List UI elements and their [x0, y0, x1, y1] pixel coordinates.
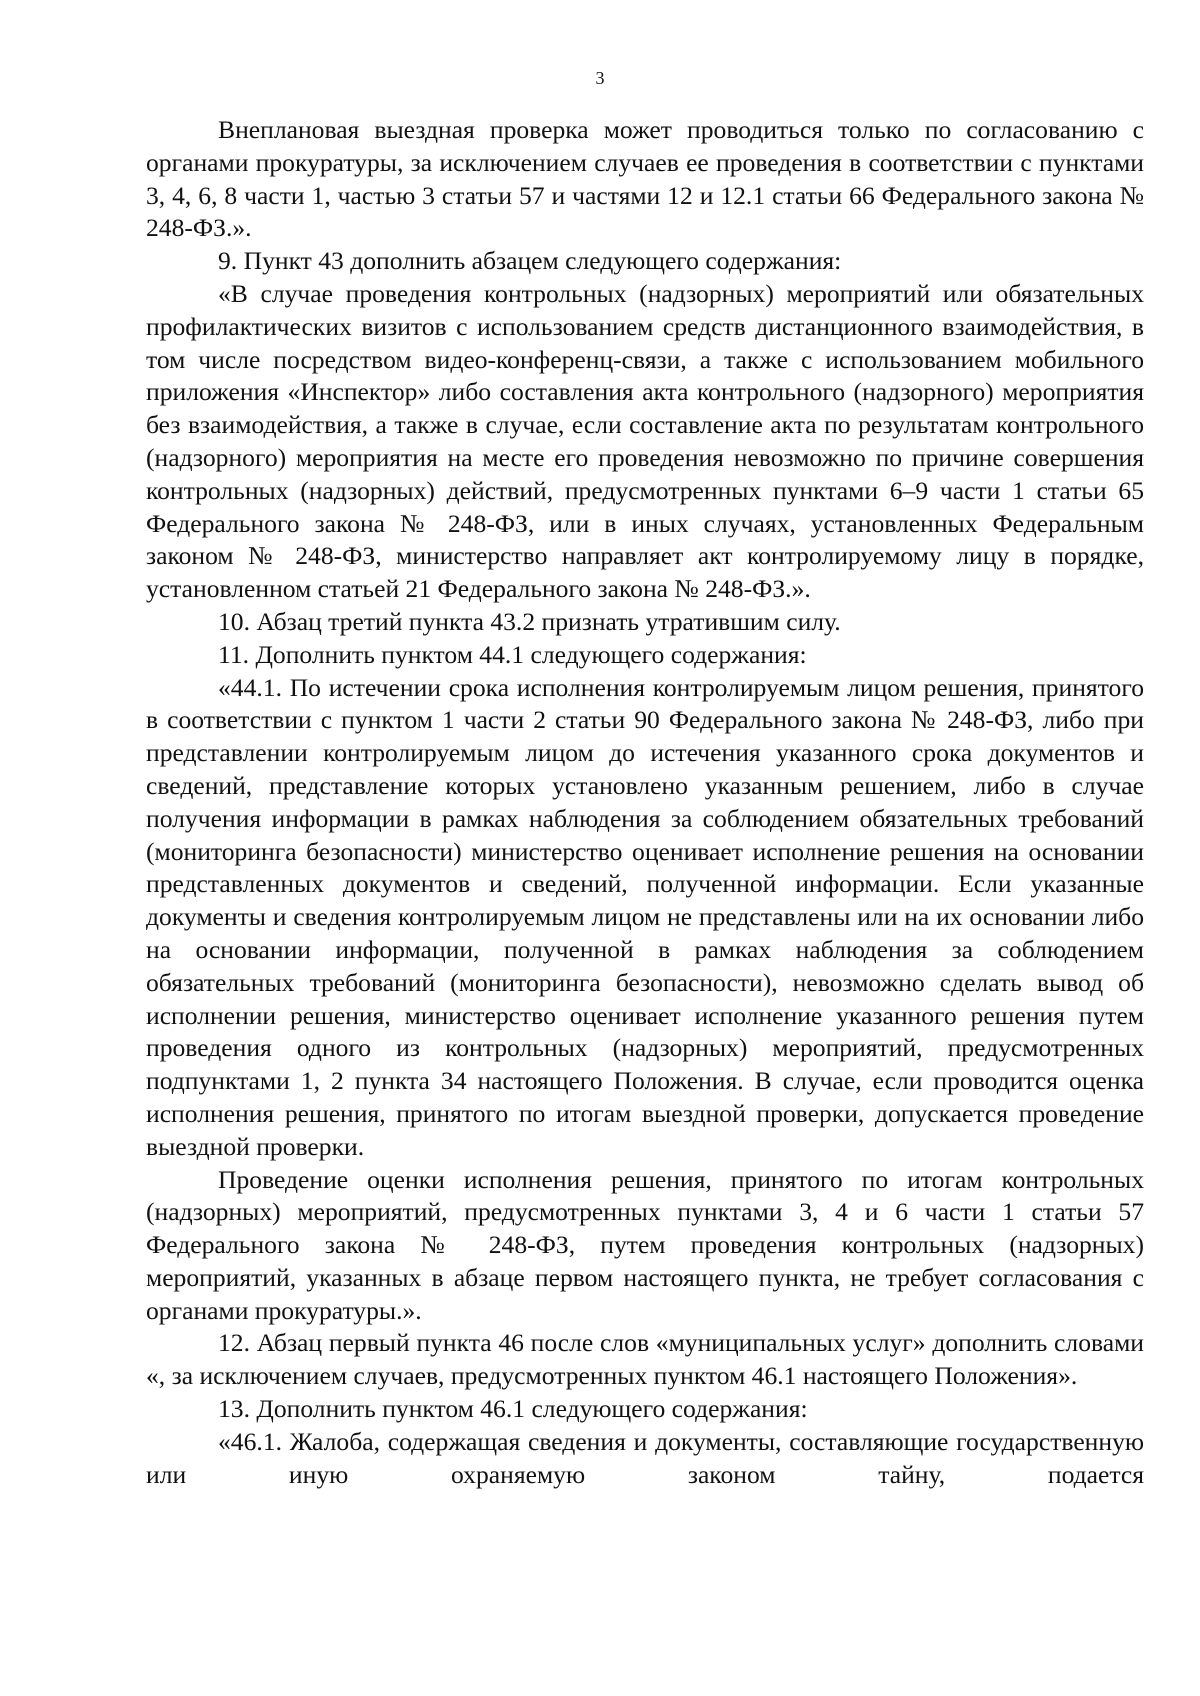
paragraph-item-13: 13. Дополнить пунктом 46.1 следующего содержания: — [218, 1394, 808, 1424]
paragraph-assessment-of-decision: Проведение оценки исполнения решения, принятого по итогам контрольных (надзорных) мероприятий, предусмотренных пунктами 3, 4 и 6 части 1 статьи 57 Федерального закона № 248-ФЗ, путем проведения контрольных (надзорных) мероприятий, указанных в абзаце первом настоящего пункта, не требует согласования с органами прокуратуры.». — [146, 1164, 1144, 1325]
paragraph-item-11: 11. Дополнить пунктом 44.1 следующего содержания: — [218, 639, 807, 669]
paragraph-item-9: 9. Пункт 43 дополнить абзацем следующего содержания: — [218, 246, 842, 276]
document-body — [146, 114, 1144, 1491]
paragraph-item-12: 12. Абзац первый пункта 46 после слов «муниципальных услуг» дополнить словами «, за исключением случаев, предусмотренных пунктом 46.1 настоящего Положения». — [146, 1328, 1144, 1391]
paragraph-unscheduled-inspection: Внеплановая выездная проверка может проводиться только по согласованию с органами прокуратуры, за исключением случаев ее проведения в соответствии с пунктами 3, 4, 6, 8 части 1, частью 3 статьи 57 и частями 12 и 12.1 статьи 66 Федерального закона № 248-ФЗ.». — [146, 115, 1144, 243]
paragraph-item-10: 10. Абзац третий пункта 43.2 признать утратившим силу. — [218, 606, 841, 636]
page-number: 3 — [595, 68, 605, 88]
paragraph-item-43-addition: «В случае проведения контрольных (надзорных) мероприятий или обязательных профилактических визитов с использованием средств дистанционного взаимодействия, в том числе посредством видео-конференц-связи, а также с использованием мобильного приложения «Инспектор» либо составления акта контрольного (надзорного) мероприятия без взаимодействия, а также в случае, если составление акта по результатам контрольного (надзорного) мероприятия на месте его проведения невозможно по причине совершения контрольных (надзорных) действий, предусмотренных пунктами 6–9 части 1 статьи 65 Федерального закона № 248-ФЗ, или в иных случаях, установленных Федеральным законом № 248-ФЗ, министерство направляет акт контролируемому лицу в порядке, установленном статьей 21 Федерального закона № 248-ФЗ.». — [146, 278, 1144, 604]
paragraph-item-46-1: «46.1. Жалоба, содержащая сведения и документы, составляющие государственную или иную охраняемую законом тайну, подается — [146, 1426, 1144, 1489]
paragraph-item-44-1: «44.1. По истечении срока исполнения контролируемым лицом решения, принятого в соответствии с пунктом 1 части 2 статьи 90 Федерального закона № 248-ФЗ, либо при представлении контролируемым лицом до истечения указанного срока документов и сведений, представление которых установлено указанным решением, либо в случае получения информации в рамках наблюдения за соблюдением обязательных требований (мониторинга безопасности) министерство оценивает исполнение решения на основании представленных документов и сведений, полученной информации. Если указанные документы и сведения контролируемым лицом не представлены или на их основании либо на основании информации, полученной в рамках наблюдения за соблюдением обязательных требований (мониторинга безопасности), невозможно сделать вывод об исполнении решения, министерство оценивает исполнение указанного решения путем проведения одного из контрольных (надзорных) мероприятий, предусмотренных подпунктами 1, 2 пункта 34 настоящего Положения. В случае, если проводится оценка исполнения решения, принятого по итогам выездной проверки, допускается проведение выездной проверки. — [146, 672, 1144, 1161]
